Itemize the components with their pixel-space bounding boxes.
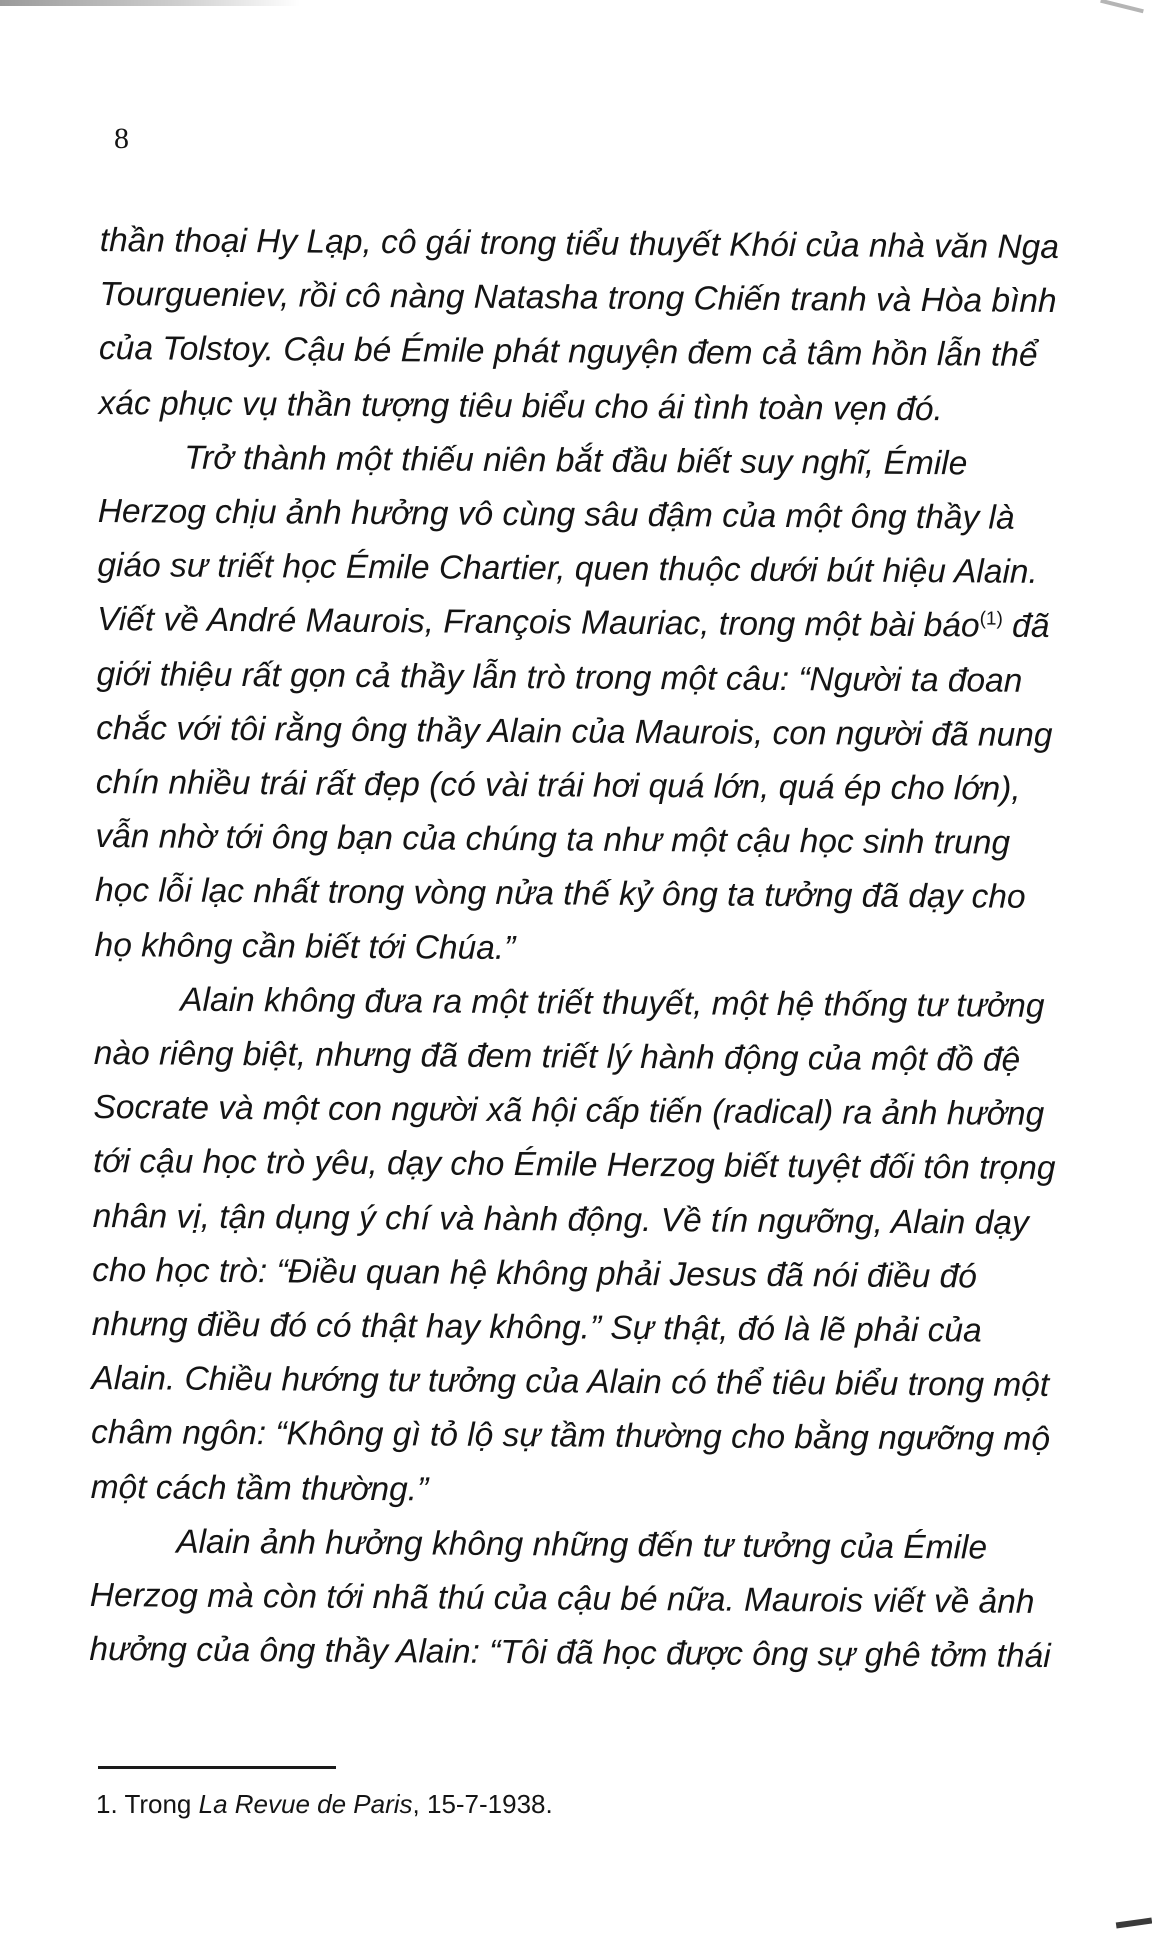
text-line: cho học trò: “Điều quan hệ không phải Jesus đã nói điều đó <box>92 1251 978 1296</box>
footnote <box>96 1788 553 1820</box>
text-line: Tourgueniev, rồi cô nàng Natasha trong Chiến tranh và Hòa bình <box>99 276 1057 321</box>
text-line: Alain ảnh hưởng không những đến tư tưởng của Émile <box>176 1523 988 1567</box>
footnote-divider <box>98 1766 336 1769</box>
footnote-source-title: La Revue de Paris <box>198 1789 413 1819</box>
footnote-reference: (1) <box>979 608 1003 631</box>
text-line: nhân vị, tận dụng ý chí và hành động. Về tín ngưỡng, Alain dạy <box>92 1197 1029 1242</box>
body-text <box>89 214 1080 1685</box>
text-line: thần thoại Hy Lạp, cô gái trong tiểu thuyết Khói của nhà văn Nga <box>99 221 1060 267</box>
text-line: tới cậu học trò yêu, dạy cho Émile Herzog biết tuyệt đối tôn trọng <box>92 1143 1056 1188</box>
scan-edge-top <box>0 0 300 6</box>
footnote-number: 1. Trong <box>96 1789 199 1819</box>
text-line: giáo sư triết học Émile Chartier, quen thuộc dưới bút hiệu Alain. <box>97 547 1038 592</box>
text-line: Alain. Chiều hướng tư tưởng của Alain có thể tiêu biểu trong một <box>91 1360 1050 1405</box>
text-line: giới thiệu rất gọn cả thầy lẫn trò trong một câu: “Người ta đoan <box>96 655 1023 700</box>
text-line-with-footnote-ref <box>97 593 1077 654</box>
text-line-tail: đã <box>1002 608 1050 646</box>
text-line: Herzog chịu ảnh hưởng vô cùng sâu đậm của một ông thầy là <box>97 493 1015 537</box>
text-line-content: Viết về André Maurois, François Mauriac, trong một bài báo <box>96 601 980 645</box>
text-line: một cách tầm thường.” <box>90 1468 429 1509</box>
footnote-date: , 15-7-1938. <box>412 1789 553 1819</box>
text-line: chắc với tôi rằng ông thầy Alain của Maurois, con người đã nung <box>96 709 1053 754</box>
text-line: vẫn nhờ tới ông bạn của chúng ta như một cậu học sinh trung <box>95 818 1011 862</box>
text-line: học lỗi lạc nhất trong vòng nửa thế kỷ ông ta tưởng đã dạy cho <box>94 872 1026 917</box>
text-line: nào riêng biệt, nhưng đã đem triết lý hành động của một đồ đệ <box>93 1035 1021 1079</box>
page-number: 8 <box>114 122 129 155</box>
text-line: Socrate và một con người xã hội cấp tiến (radical) ra ảnh hưởng <box>93 1089 1045 1134</box>
text-line: Herzog mà còn tới nhã thú của cậu bé nữa. Maurois viết về ảnh <box>89 1577 1035 1621</box>
scan-edge-bottom <box>1116 1918 1152 1929</box>
text-line: Trở thành một thiếu niên bắt đầu biết suy nghĩ, Émile <box>184 439 968 483</box>
text-line: Alain không đưa ra một triết thuyết, một hệ thống tư tưởng <box>180 981 1045 1025</box>
text-line: chín nhiều trái rất đẹp (có vài trái hơi quá lớn, quá ép cho lớn), <box>95 764 1021 808</box>
scan-edge-corner <box>1100 0 1144 13</box>
text-line: hưởng của ông thầy Alain: “Tôi đã học được ông sự ghê tởm thái <box>89 1631 1051 1676</box>
text-line: châm ngôn: “Không gì tỏ lộ sự tầm thường cho bằng ngưỡng mộ <box>90 1414 1051 1459</box>
text-line: nhưng điều đó có thật hay không.” Sự thật, đó là lẽ phải của <box>91 1306 982 1350</box>
text-line: của Tolstoy. Cậu bé Émile phát nguyện đem cả tâm hồn lẫn thể <box>98 330 1038 375</box>
text-line: xác phục vụ thần tượng tiêu biểu cho ái tình toàn vẹn đó. <box>98 384 943 428</box>
text-line: họ không cần biết tới Chúa.” <box>94 926 516 967</box>
